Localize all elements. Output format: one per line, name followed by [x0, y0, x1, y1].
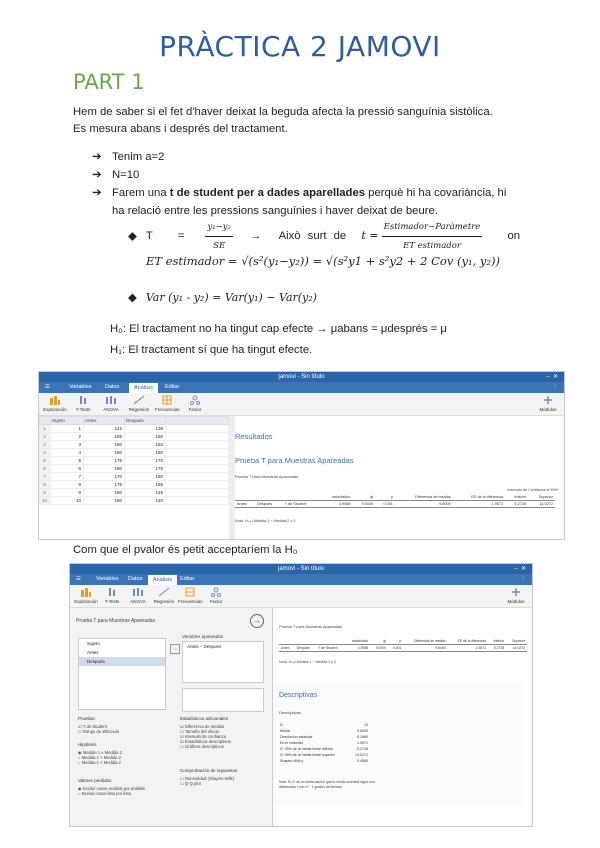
table-cell: 9.6000 — [435, 646, 446, 650]
diamond-icon: ◆ — [128, 292, 137, 304]
h0-line: H₀: El tractament no ha tingut cap efecte → μabans = μdesprés = μ — [110, 323, 447, 335]
menu-editar[interactable]: Editar — [165, 384, 180, 390]
table-cell: 4.9058 — [338, 502, 351, 506]
assumptions-options — [180, 776, 234, 786]
table-cell: 1.9571 — [475, 646, 487, 650]
results-table — [279, 638, 527, 652]
var-formula-line: ◆ Var (y₁ - y₂) = Var(y₁) − Var(y₂) — [128, 291, 317, 304]
table-row: Shapiro-Wilk p 0.4580 — [280, 759, 368, 763]
tool-anova[interactable]: ANOVA — [126, 587, 150, 604]
list-item[interactable]: Antes — [87, 650, 99, 655]
ci-label: Intervalo de Confianza al 95% — [507, 488, 558, 492]
tests-options — [78, 724, 119, 734]
table-cell: 0.001 — [383, 502, 393, 506]
table-row: N 10 — [280, 723, 368, 727]
intro-line-2: Es mesura abans i després del tractament. — [73, 123, 288, 135]
results-heading: Resultados — [235, 432, 273, 441]
table-cell: 1.9571 — [491, 502, 504, 506]
pair-box[interactable]: Antes – Después — [182, 641, 264, 683]
table-caption: Prueba T para Muestras Apareadas — [235, 474, 299, 479]
column-header: Superior — [538, 495, 553, 499]
tool-modulos[interactable]: Módulos — [536, 395, 560, 412]
table-cell: 9.0000 — [375, 646, 386, 650]
column-header: Inferior — [514, 495, 527, 499]
descriptives-box — [273, 684, 523, 804]
section-heading: PART 1 — [73, 70, 145, 94]
additional-options — [180, 724, 231, 749]
page-title: PRÀCTICA 2 JAMOVI — [159, 30, 441, 63]
tool-frecuencias[interactable]: Frecuencias — [155, 395, 179, 412]
menu-datos[interactable]: Datos — [105, 384, 120, 390]
tests-label: Pruebas — [78, 716, 95, 721]
list-item[interactable]: Después — [79, 657, 165, 666]
additional-label: Estadísticos adicionales — [180, 716, 229, 721]
table-cell: Antes — [237, 502, 247, 506]
column-header: gl — [370, 495, 374, 499]
checkbox-mean-diff[interactable]: ☑ Diferencia de medias — [180, 724, 225, 729]
table-cell: 0.001 — [392, 646, 402, 650]
column-header: estadístico — [332, 495, 351, 499]
t-fraction: $\frac{\text{y₁−y₂}}{SE}$ — [205, 218, 233, 255]
checkbox-student[interactable]: ☑ T de Student — [78, 724, 107, 729]
menu-analisis[interactable]: Análisis — [148, 575, 177, 585]
menu-variables[interactable]: Variables — [69, 384, 92, 390]
table-cell: 4.9058 — [357, 646, 369, 650]
h1-line: H₁: El tractament sí que ha tingut efecte. — [110, 344, 313, 356]
list-item: ➔ N=10 — [92, 166, 542, 184]
menu-analisis[interactable]: Análisis — [129, 383, 158, 393]
radio-listwise[interactable]: ○ Excluir casos lista por lista — [78, 791, 131, 796]
variables-list — [78, 638, 166, 710]
table-row[interactable]: 7 7 170 160 — [40, 473, 229, 481]
tool-exploracion[interactable]: Exploración — [74, 587, 98, 604]
window-titlebar: jamovi - Sin título – ✕ — [70, 564, 532, 574]
arrow-icon: ➔ — [92, 151, 102, 163]
diamond-icon: ◆ — [128, 230, 137, 243]
desc-table — [279, 722, 369, 764]
tool-regresion[interactable]: Regresión — [152, 587, 176, 604]
column-header: Diferencia de medias — [415, 495, 451, 499]
column-header: estadístico — [351, 639, 369, 643]
table-cell: Antes — [281, 646, 290, 650]
right-caption: Prueba T para Muestras Apareadas — [279, 624, 343, 629]
more-icon[interactable]: ⋮ — [520, 576, 526, 582]
options-panel — [70, 608, 273, 826]
menu-bar — [70, 574, 532, 585]
missing-options — [78, 786, 145, 796]
arrow-icon: ➔ — [92, 169, 102, 181]
table-note: Nota. Hₐ μ Medida 1 − Medida 2 ≠ 0 — [235, 519, 296, 523]
toolbar — [70, 585, 532, 608]
list-item[interactable]: Sujeto — [87, 641, 100, 646]
table-cell: Después — [296, 646, 311, 650]
more-icon[interactable]: ⋮ — [552, 384, 558, 390]
table-row[interactable]: 8 8 175 165 — [40, 481, 229, 489]
window-titlebar: jamovi - Sin título – ✕ — [39, 372, 564, 382]
radio-greater[interactable]: ○ Medida 1 > Medida 2 — [78, 755, 121, 760]
hamburger-icon[interactable]: ☰ — [76, 576, 81, 582]
table-cell: 14.0272 — [512, 646, 525, 650]
column-header: Superior — [512, 639, 525, 643]
assumptions-label: Comprobación de supuestos — [180, 768, 238, 773]
tool-frecuencias[interactable]: Frecuencias — [178, 587, 202, 604]
column-header: p — [390, 495, 393, 499]
table-cell: 5.2728 — [514, 502, 527, 506]
results-table — [235, 494, 555, 508]
results-panel — [235, 416, 564, 539]
tool-exploracion[interactable]: Exploración — [43, 395, 67, 412]
table-cell: T de Student — [284, 502, 307, 506]
menu-variables[interactable]: Variables — [96, 576, 119, 582]
table-row: Media 9.6000 — [280, 729, 368, 733]
hyp-options — [78, 750, 122, 765]
column-header: EE de la diferencia — [457, 639, 487, 643]
checkbox-effect-size[interactable]: ☐ Tamaño del efecto — [180, 729, 220, 734]
tool-regresion[interactable]: Regresión — [127, 395, 151, 412]
checkbox-ci[interactable]: ☑ Intervalo de confianza — [180, 734, 226, 739]
radio-analysis[interactable]: ◉ Excluir casos análisis por análisis — [78, 786, 145, 791]
jamovi-screenshot-2 — [69, 563, 533, 827]
tool-modulos[interactable]: Módulos — [504, 587, 528, 604]
test-heading: Prueba T para Muestras Apareadas — [235, 456, 354, 465]
table-row[interactable]: 4 4 160 160 — [40, 449, 229, 457]
bullet-list — [92, 148, 542, 220]
t-fraction-2: $\frac{\text{Estimador−Paràmetre}}{\text{ET estimador}}$ — [382, 218, 483, 255]
radio-two-sided[interactable]: ◉ Medida 1 ≠ Medida 2 — [78, 750, 122, 755]
list-item-continuation: ha relació entre les pressions sanguínies i haver deixat de beure. — [112, 205, 438, 217]
table-cell: 9.0000 — [361, 502, 374, 506]
checkbox-qq[interactable]: ☐ Q-Q plot — [180, 781, 201, 786]
table-row[interactable]: 10 10 160 140 — [40, 497, 229, 505]
tool-anova[interactable]: ANOVA — [99, 395, 123, 412]
column-header: p — [399, 639, 402, 643]
table-cell: 5.2728 — [493, 646, 505, 650]
intro-paragraph — [73, 104, 543, 138]
column-header: Diferencia de medias — [413, 639, 446, 643]
tool-factor[interactable]: Factor — [183, 395, 207, 412]
arrow-icon: ➔ — [92, 187, 102, 199]
table-row: Error estándar 1.9571 — [280, 741, 368, 745]
desc-subtitle: Descriptivas — [279, 710, 301, 715]
list-item: ➔ Tenim a=2 — [92, 148, 542, 166]
table-cell: 9.6000 — [439, 502, 451, 506]
checkbox-wilcoxon[interactable]: ☐ Rango de Wilcoxon — [78, 729, 120, 734]
table-row[interactable]: 5 5 175 170 — [40, 457, 229, 465]
table-cell: Después — [257, 502, 272, 506]
move-arrow-icon[interactable]: → — [170, 644, 180, 654]
column-header: gl — [383, 639, 386, 643]
tool-ttests[interactable]: T-Tests — [71, 395, 95, 412]
menu-datos[interactable]: Datos — [128, 576, 143, 582]
data-table: Sujeto Antes Después 1 1 142 138 2 2 165 150 3 3 160 153 4 4 160 160 5 5 175 170 6 6 190 175 7 7 170 160 8 8 175 165 9 9 160 146 10 10 160 140 — [39, 416, 229, 505]
second-box[interactable] — [182, 688, 264, 712]
menu-bar — [39, 382, 564, 393]
table-row[interactable]: 2 2 165 150 — [40, 433, 229, 441]
conclusion-line: Com que el pvalor és petit acceptaríem la H₀ — [73, 544, 298, 556]
table-row[interactable]: 1 1 142 138 — [40, 425, 229, 433]
jamovi-screenshot-1 — [38, 371, 565, 540]
panel-title: Prueba T para Muestras Apareadas — [76, 618, 156, 624]
et-formula: ET estimador = √(s²(y₁−y₂)) = √(s²y1 + s²y2 + 2 Cov (y₁, y₂)) — [146, 254, 500, 268]
table-row: Desviación estándar 6.1860 — [280, 735, 368, 739]
tool-factor[interactable]: Factor — [204, 587, 228, 604]
missing-label: Valores perdidos — [78, 778, 112, 783]
table-row: IC 95% de la media límite superior 14.0272 — [280, 753, 368, 757]
hamburger-icon[interactable]: ☰ — [45, 384, 50, 390]
table-row[interactable]: 3 3 160 153 — [40, 441, 229, 449]
intro-line-1: Hem de saber si el fet d'haver deixat la beguda afecta la pressió sanguínia sistòlica. — [73, 106, 493, 118]
column-header: Inferior — [493, 639, 505, 643]
table-row[interactable]: 6 6 190 175 — [40, 465, 229, 473]
t-formula-line: ◆ T = $\frac{\text{y₁−y₂}}{SE}$ → Això surt de t = $\frac{\text{Estimador−Paràmetre}}{\text{ET estimador}}$ on — [128, 218, 528, 255]
results-panel — [273, 608, 532, 826]
table-cell: 14.0272 — [539, 502, 553, 506]
column-header: EE de la diferencia — [471, 495, 504, 499]
list-item: ➔ Farem una t de student per a dades aparellades perquè hi ha covariància, hi — [92, 184, 542, 202]
data-grid — [39, 416, 230, 539]
right-note: Nota. Hₐ μ Medida 1 − Medida 2 ≠ 0 — [279, 660, 337, 664]
toolbar — [39, 393, 564, 416]
forward-arrow-icon[interactable]: → — [250, 614, 264, 628]
tool-ttests[interactable]: T-Tests — [100, 587, 124, 604]
table-row: IC 95% de la media límite inferior 5.2728 — [280, 747, 368, 751]
checkbox-normality[interactable]: ☐ Normalidad (Shapiro-Wilk) — [180, 776, 235, 781]
desc-note: Nota. El IC de la media asume que la media muestral sigue una distribución t con N − 1 grados de libertad — [279, 780, 375, 789]
desc-title: Descriptivas — [279, 692, 318, 699]
checkbox-plots[interactable]: ☐ Gráficos descriptivos — [180, 744, 224, 749]
table-cell: T de Student — [318, 646, 338, 650]
checkbox-descriptives[interactable]: ☑ Estadísticos descriptivos — [180, 739, 231, 744]
menu-editar[interactable]: Editar — [180, 576, 195, 582]
pair-label: Variables apareadas — [182, 634, 223, 639]
radio-less[interactable]: ○ Medida 1 < Medida 2 — [78, 760, 121, 765]
table-row[interactable]: 9 9 160 146 — [40, 489, 229, 497]
hyp-label: Hipótesis — [78, 742, 97, 747]
